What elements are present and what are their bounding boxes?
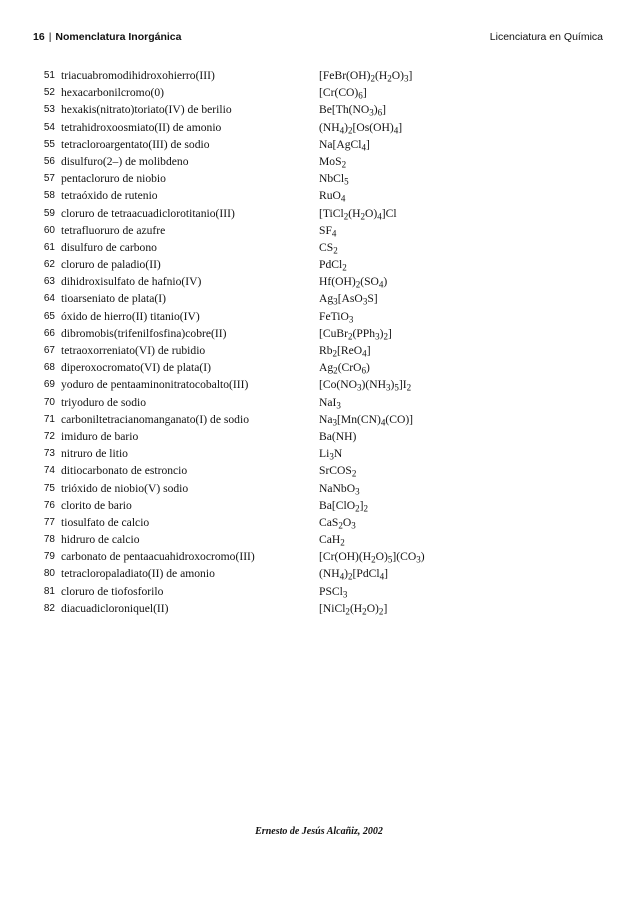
formula-text: S] — [367, 292, 378, 306]
formula-subscript: 2 — [371, 554, 376, 565]
page-number: 16 — [33, 31, 45, 43]
item-number: 52 — [43, 87, 55, 99]
formula-subscript: 3 — [355, 486, 360, 497]
item-number: 73 — [43, 448, 55, 460]
formula-text: NbCl — [319, 172, 345, 186]
chemical-formula — [319, 325, 392, 342]
formula-text: Rb — [319, 344, 333, 357]
formula-subscript: 3 — [385, 382, 391, 393]
list-item — [33, 428, 603, 445]
item-number: 59 — [43, 207, 55, 219]
formula-text: ) — [390, 378, 395, 392]
formula-subscript: 2 — [343, 211, 349, 222]
compound-name: cloruro de tetraacuadiclorotitanio(III) — [61, 206, 235, 220]
chemical-formula — [319, 394, 341, 411]
formula-text: ](CO — [392, 550, 417, 564]
list-item — [33, 239, 603, 256]
formula-subscript: 2 — [383, 331, 388, 342]
list-item — [33, 290, 603, 307]
list-item — [33, 359, 603, 376]
list-item — [33, 394, 603, 411]
chemical-formula — [319, 222, 336, 239]
formula-text: SrCOS — [319, 464, 352, 478]
chemical-formula — [319, 480, 360, 497]
formula-text: ] — [387, 326, 392, 340]
formula-text: PSCl — [319, 584, 343, 598]
chemical-formula — [319, 119, 402, 136]
formula-subscript: 4 — [339, 571, 345, 582]
compound-name: cloruro de paladio(II) — [61, 258, 161, 272]
formula-text: (CO)] — [385, 412, 414, 426]
page-footer: Ernesto de Jesús Alcañiz, 2002 — [255, 826, 383, 837]
nomenclature-list — [33, 67, 603, 617]
item-number: 61 — [43, 241, 55, 253]
formula-subscript: 5 — [394, 382, 399, 393]
compound-name: diperoxocromato(VI) de plata(I) — [61, 361, 212, 375]
formula-text: [Co(NO — [319, 378, 357, 392]
formula-text: O) — [366, 601, 379, 615]
formula-subscript: 2 — [387, 73, 392, 84]
item-number: 67 — [43, 345, 55, 356]
formula-subscript: 4 — [379, 571, 385, 582]
formula-subscript: 2 — [345, 606, 350, 617]
list-item — [33, 600, 603, 617]
list-item — [33, 342, 603, 359]
formula-text: (PPh — [352, 326, 376, 340]
formula-subscript: 4 — [377, 211, 382, 222]
list-item — [33, 67, 603, 84]
item-number: 74 — [43, 465, 55, 477]
formula-text: CaH — [319, 533, 341, 547]
formula-subscript: 2 — [363, 503, 368, 514]
list-item — [33, 119, 603, 136]
formula-text: ] — [398, 120, 403, 134]
list-item — [33, 101, 603, 118]
formula-text: ) — [344, 120, 348, 134]
compound-name: hexakis(nitrato)toriato(IV) de berilio — [61, 103, 232, 117]
item-number: 75 — [43, 482, 55, 494]
list-item — [33, 325, 603, 342]
list-item — [33, 273, 603, 290]
document-title: Nomenclatura Inorgánica — [55, 31, 182, 43]
compound-name: hidruro de calcio — [61, 533, 140, 547]
compound-name: tiosulfato de calcio — [61, 515, 150, 529]
formula-text: RuO — [319, 189, 341, 203]
formula-subscript: 2 — [333, 365, 338, 376]
formula-text: ] — [362, 86, 367, 100]
formula-text: [NiCl — [319, 601, 346, 615]
compound-name: triyoduro de sodio — [61, 395, 147, 409]
compound-name: pentacloruro de niobio — [61, 172, 166, 186]
formula-subscript: 5 — [387, 554, 393, 565]
formula-text: [Cr(CO) — [319, 86, 359, 100]
chemical-formula — [319, 136, 370, 153]
formula-text: ] — [383, 601, 388, 615]
formula-text: ] — [384, 567, 388, 581]
formula-subscript: 3 — [416, 554, 421, 565]
compound-name: nitruro de litio — [61, 447, 128, 461]
formula-subscript: 3 — [348, 314, 354, 325]
formula-text: [FeBr(OH) — [319, 69, 371, 82]
formula-subscript: 2 — [348, 125, 353, 136]
formula-text: ) — [383, 275, 388, 289]
formula-text: Ag — [319, 361, 334, 375]
list-item — [33, 531, 603, 548]
formula-subscript: 4 — [393, 125, 399, 136]
formula-text: ]I — [398, 378, 407, 392]
formula-subscript: 3 — [333, 296, 338, 307]
compound-name: imiduro de bario — [61, 429, 139, 443]
formula-text: (SO — [360, 275, 379, 289]
item-number: 70 — [43, 396, 55, 408]
formula-subscript: 6 — [358, 90, 363, 101]
chemical-formula — [319, 273, 387, 290]
formula-subscript: 2 — [348, 571, 353, 582]
chemical-formula — [319, 170, 349, 187]
compound-name: dibromobis(trifenilfosfina)cobre(II) — [61, 326, 227, 340]
list-item — [33, 153, 603, 170]
compound-name: tetraóxido de rutenio — [61, 189, 158, 203]
formula-text: Hf(OH) — [319, 275, 356, 289]
list-item — [33, 222, 603, 239]
item-number: 63 — [43, 276, 55, 288]
formula-text: Ba[ClO — [319, 498, 356, 512]
list-item — [33, 514, 603, 531]
chemical-formula — [319, 67, 412, 84]
formula-subscript: 2 — [347, 331, 353, 342]
formula-subscript: 3 — [369, 107, 374, 118]
formula-text: [PdCl — [352, 567, 380, 581]
list-item — [33, 497, 603, 514]
chemical-formula — [319, 548, 425, 565]
formula-subscript: 3 — [351, 520, 356, 531]
item-number: 69 — [43, 379, 55, 391]
formula-text: Li — [319, 447, 330, 461]
formula-text: ] — [366, 344, 371, 357]
chemical-formula — [319, 359, 370, 376]
formula-subscript: 3 — [332, 417, 338, 428]
formula-text: ) — [344, 567, 348, 581]
formula-text: N — [333, 447, 343, 461]
formula-text: ) — [420, 550, 425, 564]
list-item — [33, 411, 603, 428]
formula-subscript: 2 — [370, 73, 376, 84]
formula-subscript: 6 — [377, 107, 383, 118]
formula-text: Be[Th(NO — [319, 103, 370, 117]
formula-text: )(NH — [361, 378, 386, 392]
list-item — [33, 445, 603, 462]
list-item — [33, 583, 603, 600]
item-number: 80 — [43, 568, 55, 580]
formula-text: PdCl — [319, 258, 343, 272]
formula-subscript: 2 — [333, 245, 338, 256]
formula-text: [Mn(CN) — [337, 412, 381, 426]
list-item — [33, 84, 603, 101]
formula-text: CaS — [319, 515, 339, 529]
formula-subscript: 2 — [355, 503, 360, 514]
formula-text: (H — [348, 206, 361, 220]
header-separator: | — [48, 31, 52, 43]
formula-text: (NH — [319, 567, 340, 581]
formula-text: ) — [379, 326, 384, 340]
formula-subscript: 4 — [378, 279, 384, 290]
formula-subscript: 5 — [344, 176, 349, 187]
item-number: 55 — [43, 138, 55, 150]
list-item — [33, 376, 603, 393]
formula-text: (H — [375, 69, 388, 82]
formula-subscript: 6 — [361, 365, 367, 376]
formula-text: [TiCl — [319, 206, 344, 220]
item-number: 57 — [43, 173, 55, 185]
compound-name: tetrafluoruro de azufre — [61, 223, 166, 237]
chemical-formula — [319, 308, 353, 325]
formula-text: [CuBr — [319, 326, 348, 340]
list-item — [33, 187, 603, 204]
item-number: 77 — [43, 516, 55, 528]
formula-subscript: 2 — [341, 159, 347, 170]
formula-text: MoS — [319, 154, 342, 168]
formula-subscript: 3 — [342, 589, 348, 600]
item-number: 64 — [43, 293, 55, 305]
item-number: 79 — [43, 551, 55, 563]
item-number: 56 — [43, 155, 55, 167]
formula-subscript: 4 — [362, 348, 367, 359]
compound-name: diacuadicloroniquel(II) — [61, 601, 169, 615]
formula-text: NaI — [319, 395, 337, 409]
compound-name: tetracloroargentato(III) de sodio — [61, 137, 210, 151]
formula-text: O) — [375, 550, 388, 564]
compound-name: disulfuro(2–) de molibdeno — [61, 154, 189, 168]
chemical-formula — [319, 565, 388, 582]
compound-name: carboniltetracianomanganato(I) de sodio — [61, 412, 249, 426]
page-header — [33, 27, 603, 43]
chemical-formula — [319, 411, 413, 428]
formula-subscript: 2 — [362, 606, 367, 617]
compound-name: carbonato de pentaacuahidroxocromo(III) — [61, 550, 255, 564]
compound-name: tetraoxorreniato(VI) de rubidio — [61, 344, 206, 357]
formula-text: (H — [349, 601, 363, 615]
item-number: 76 — [43, 499, 55, 511]
chemical-formula — [319, 101, 386, 118]
formula-text: Na[AgCl — [319, 137, 362, 151]
course-name: Licenciatura en Química — [489, 31, 603, 43]
item-number: 65 — [43, 310, 55, 322]
compound-name: tioarseniato de plata(I) — [61, 292, 166, 306]
chemical-formula — [319, 239, 338, 256]
chemical-formula — [319, 428, 356, 445]
chemical-formula — [319, 84, 367, 101]
formula-text: CS — [319, 240, 334, 254]
list-item — [33, 548, 603, 565]
compound-name: óxido de hierro(II) titanio(IV) — [61, 309, 200, 323]
formula-text: ) — [373, 103, 378, 117]
chemical-formula — [319, 462, 356, 479]
item-number: 51 — [43, 70, 55, 81]
formula-subscript: 3 — [362, 296, 368, 307]
chemical-formula — [319, 600, 387, 617]
list-item — [33, 256, 603, 273]
item-number: 60 — [43, 224, 55, 236]
chemical-formula — [319, 583, 347, 600]
compound-name: tetrahidroxoosmiato(II) de amonio — [61, 120, 222, 134]
compound-name: cloruro de tiofosforilo — [61, 584, 164, 598]
list-item — [33, 308, 603, 325]
formula-subscript: 3 — [329, 451, 334, 462]
formula-subscript: 4 — [331, 228, 337, 239]
formula-text: Na — [319, 412, 333, 426]
compound-name: trióxido de niobio(V) sodio — [61, 481, 189, 495]
item-number: 68 — [43, 362, 55, 374]
formula-subscript: 4 — [361, 142, 367, 153]
formula-subscript: 2 — [342, 262, 347, 273]
formula-text: [Cr(OH)(H — [319, 550, 372, 564]
compound-name: disulfuro de carbono — [61, 240, 157, 254]
item-number: 81 — [43, 585, 55, 597]
list-item — [33, 170, 603, 187]
item-number: 72 — [43, 430, 55, 442]
chemical-formula — [319, 205, 397, 222]
formula-text: Ba(NH) — [319, 429, 357, 443]
formula-text: SF — [319, 223, 332, 237]
formula-text: ] — [382, 103, 387, 117]
list-item — [33, 462, 603, 479]
header-left — [33, 31, 181, 43]
formula-text: [Os(OH) — [352, 120, 394, 134]
compound-name: tetracloropaladiato(II) de amonio — [61, 567, 215, 581]
compound-name: ditiocarbonato de estroncio — [61, 464, 188, 478]
formula-text: [AsO — [337, 292, 363, 306]
compound-name: clorito de bario — [61, 498, 132, 512]
item-number: 82 — [43, 602, 55, 614]
formula-subscript: 2 — [355, 279, 361, 290]
formula-subscript: 4 — [340, 193, 346, 204]
chemical-formula — [319, 342, 371, 359]
formula-subscript: 3 — [336, 400, 341, 411]
chemical-formula — [319, 497, 368, 514]
formula-text: O) — [364, 206, 378, 220]
chemical-formula — [319, 531, 345, 548]
formula-subscript: 2 — [360, 211, 365, 222]
formula-subscript: 2 — [340, 537, 345, 548]
formula-text: ] — [366, 137, 370, 151]
formula-subscript: 2 — [351, 468, 357, 479]
formula-subscript: 3 — [357, 382, 362, 393]
formula-text: NaNbO — [319, 481, 356, 495]
chemical-formula — [319, 153, 346, 170]
item-number: 54 — [43, 121, 55, 133]
compound-name: triacuabromodihidroxohierro(III) — [61, 69, 215, 82]
formula-text: O) — [391, 69, 405, 82]
formula-text: ] — [359, 498, 364, 512]
formula-subscript: 3 — [375, 331, 380, 342]
compound-name: hexacarbonilcromo(0) — [61, 86, 165, 100]
chemical-formula — [319, 187, 345, 204]
formula-subscript: 2 — [332, 348, 338, 359]
list-item — [33, 136, 603, 153]
formula-text: [ReO — [337, 344, 363, 357]
list-item — [33, 480, 603, 497]
item-number: 58 — [43, 190, 55, 202]
chemical-formula — [319, 290, 378, 307]
formula-text: ]Cl — [381, 206, 397, 220]
formula-subscript: 3 — [404, 73, 409, 84]
chemical-formula — [319, 445, 342, 462]
formula-subscript: 4 — [339, 125, 345, 136]
chemical-formula — [319, 256, 347, 273]
formula-text: FeTiO — [319, 309, 349, 323]
item-number: 71 — [43, 413, 55, 425]
formula-text: (CrO — [337, 361, 362, 375]
chemical-formula — [319, 514, 356, 531]
compound-name: yoduro de pentaaminonitratocobalto(III) — [61, 378, 249, 392]
item-number: 62 — [43, 259, 55, 271]
list-item — [33, 205, 603, 222]
formula-text: ) — [366, 361, 370, 375]
list-item — [33, 565, 603, 582]
item-number: 78 — [43, 534, 55, 546]
item-number: 66 — [43, 327, 55, 339]
chemical-formula — [319, 376, 411, 393]
formula-text: O — [342, 515, 352, 529]
formula-subscript: 4 — [380, 417, 386, 428]
compound-name: dihidroxisulfato de hafnio(IV) — [61, 275, 202, 289]
formula-text: (NH — [319, 120, 340, 134]
formula-text: ] — [408, 69, 413, 82]
formula-subscript: 2 — [406, 382, 412, 393]
item-number: 53 — [43, 104, 55, 116]
formula-text: Ag — [319, 292, 334, 306]
formula-subscript: 2 — [338, 520, 343, 531]
formula-subscript: 2 — [378, 606, 384, 617]
